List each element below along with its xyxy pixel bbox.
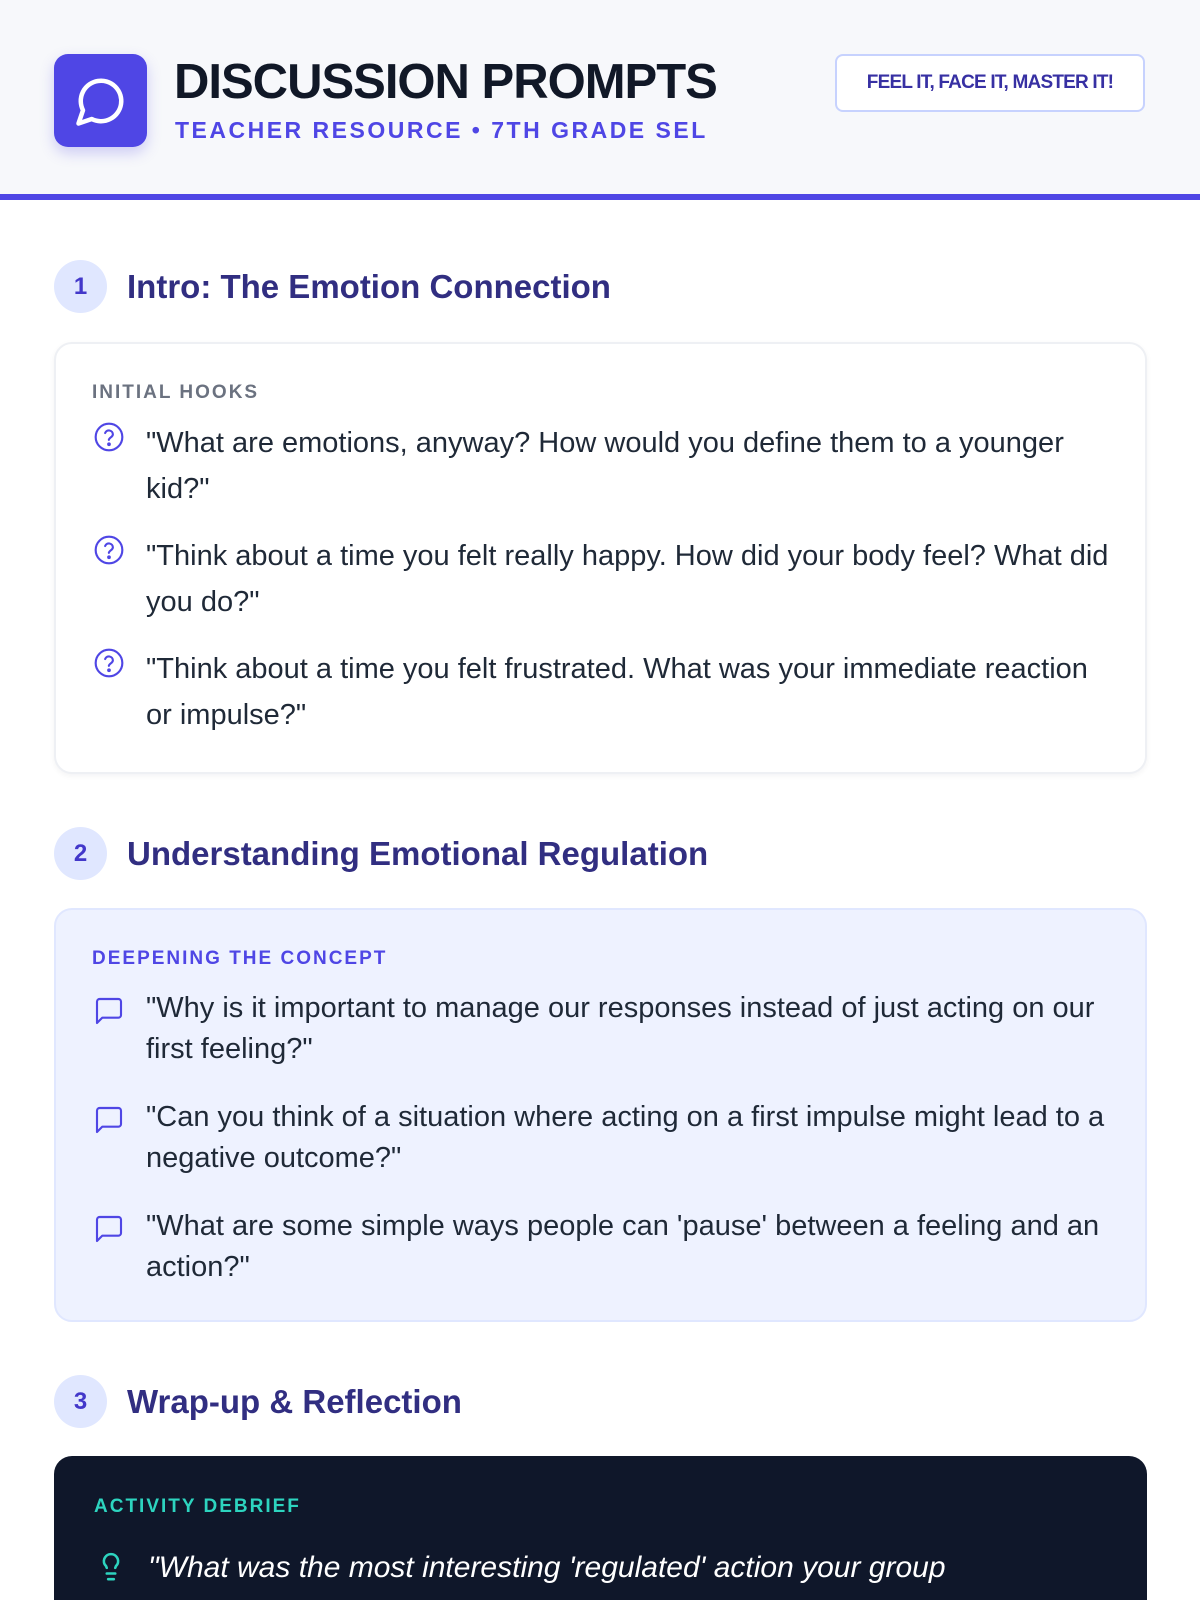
prompt-item (92, 1097, 1112, 1178)
prompt-text: "What are some simple ways people can 'pause' between a feeling and an action?" (146, 1210, 1100, 1283)
question-circle-icon (92, 420, 126, 454)
activity-debrief-card (54, 1456, 1147, 1600)
prompt-item (94, 1544, 1114, 1592)
question-circle-icon (92, 646, 126, 680)
prompt-item (92, 1206, 1112, 1287)
page-header (0, 0, 1200, 200)
speech-bubble-icon (92, 1212, 126, 1246)
speech-bubble-icon (92, 994, 126, 1028)
page-subtitle: TEACHER RESOURCE • 7TH GRADE SEL (175, 117, 708, 143)
prompt-text: "Why is it important to manage our responses instead of just acting on our first feeling?" (146, 992, 1095, 1065)
section-title: Wrap-up & Reflection (127, 1382, 462, 1420)
prompt-item (92, 420, 1112, 513)
lightbulb-icon (94, 1548, 128, 1582)
prompt-text: "What was the most interesting 'regulated' action your group (148, 1551, 946, 1584)
prompt-text: "Can you think of a situation where acting on a first impulse might lead to a negative outcome?" (146, 1101, 1105, 1174)
chat-bubble-icon (54, 54, 147, 147)
section-number-badge: 2 (54, 827, 107, 880)
page-title: DISCUSSION PROMPTS (174, 55, 717, 109)
initial-hooks-card (54, 342, 1147, 774)
card-label: ACTIVITY DEBRIEF (94, 1496, 301, 1517)
prompt-text: "What are emotions, anyway? How would you define them to a younger kid?" (146, 427, 1064, 506)
section-2-heading (54, 827, 708, 880)
prompt-text: "Think about a time you felt frustrated. What was your immediate reaction or impulse?" (146, 653, 1088, 732)
section-title: Understanding Emotional Regulation (127, 834, 709, 872)
section-title: Intro: The Emotion Connection (127, 267, 611, 305)
prompt-text: "Think about a time you felt really happy. How did your body feel? What did you do?" (146, 540, 1109, 619)
prompt-item (92, 533, 1112, 626)
deepening-concept-card (54, 908, 1147, 1322)
prompt-item (92, 988, 1112, 1069)
speech-bubble-icon (92, 1103, 126, 1137)
section-number-badge: 1 (54, 260, 107, 313)
section-3-heading (54, 1375, 462, 1428)
prompt-item (92, 646, 1112, 739)
card-label: DEEPENING THE CONCEPT (92, 948, 388, 969)
card-label: INITIAL HOOKS (92, 382, 260, 403)
section-1-heading (54, 260, 611, 313)
section-number-badge: 3 (54, 1375, 107, 1428)
tagline-badge: FEEL IT, FACE IT, MASTER IT! (835, 54, 1145, 112)
question-circle-icon (92, 533, 126, 567)
